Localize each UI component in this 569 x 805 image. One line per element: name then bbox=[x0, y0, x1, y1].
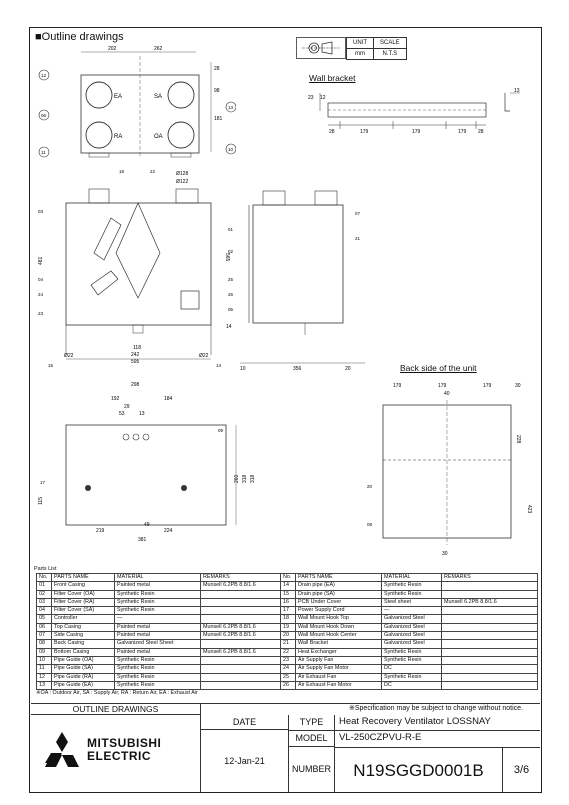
parts-cell: Synthetic Resin bbox=[382, 648, 442, 656]
port-oa: OA bbox=[154, 134, 163, 140]
parts-cell: Galvanized Steel bbox=[382, 632, 442, 640]
parts-cell: Air Exhaust Fan Motor bbox=[296, 681, 382, 689]
side-view-drawing bbox=[235, 185, 370, 375]
number-label: NUMBER bbox=[289, 747, 335, 792]
parts-cell: 25 bbox=[281, 673, 296, 681]
bottom-dim-115: 115 bbox=[38, 497, 44, 505]
parts-cell bbox=[442, 681, 538, 689]
table-row bbox=[37, 590, 538, 598]
parts-list-header bbox=[37, 574, 538, 582]
table-row bbox=[37, 681, 538, 689]
port-sa: SA bbox=[154, 94, 163, 100]
abbreviation-note: ※OA : Outdoor Air, SA : Supply Air, RA : Return Air, EA : Exhaust Air bbox=[36, 690, 198, 696]
parts-list-title: Parts List bbox=[34, 566, 57, 572]
bottom-dim-192: 192 bbox=[111, 396, 120, 402]
callout-17: 17 bbox=[40, 480, 46, 485]
parts-cell: Bottom Casing bbox=[52, 648, 115, 656]
parts-cell: Air Supply Fan Motor bbox=[296, 665, 382, 673]
front-dim-595: 595 bbox=[131, 359, 140, 365]
parts-cell: Side Casing bbox=[52, 632, 115, 640]
parts-cell: Galvanized Steel Sheet bbox=[115, 640, 201, 648]
outline-drawings-label: OUTLINE DRAWINGS bbox=[31, 704, 201, 715]
front-dim-481: 481 bbox=[38, 256, 44, 265]
parts-cell bbox=[442, 673, 538, 681]
bottom-dim-381: 381 bbox=[138, 537, 147, 543]
logo-area bbox=[31, 715, 201, 792]
parts-cell: Air Exhaust Fan bbox=[296, 673, 382, 681]
parts-cell: 10 bbox=[37, 656, 52, 664]
table-row bbox=[37, 665, 538, 673]
back-dim-30b: 30 bbox=[442, 551, 448, 557]
callout-13: 13 bbox=[228, 105, 234, 110]
bottom-dim-53: 53 bbox=[119, 411, 125, 417]
parts-cell: 14 bbox=[281, 582, 296, 590]
port-ea: EA bbox=[114, 94, 123, 100]
table-row bbox=[37, 656, 538, 664]
callout-09: 09 bbox=[218, 428, 224, 433]
parts-cell: 24 bbox=[281, 665, 296, 673]
parts-cell: Synthetic Resin bbox=[115, 607, 201, 615]
title-divider bbox=[334, 730, 540, 731]
parts-cell bbox=[201, 665, 281, 673]
parts-cell bbox=[442, 615, 538, 623]
wb-dim-1: 23 bbox=[308, 95, 314, 101]
callout-08: 08 bbox=[367, 522, 373, 527]
parts-cell: Wall Mount Hook Center bbox=[296, 632, 382, 640]
callout-03: 03 bbox=[38, 209, 44, 214]
parts-cell bbox=[201, 615, 281, 623]
parts-cell: 20 bbox=[281, 632, 296, 640]
parts-cell bbox=[442, 665, 538, 673]
wall-bracket-drawing bbox=[300, 85, 525, 140]
callout-10: 10 bbox=[228, 147, 234, 152]
parts-cell: Synthetic Resin bbox=[115, 590, 201, 598]
callout-12: 12 bbox=[41, 73, 47, 78]
parts-cell: 13 bbox=[37, 681, 52, 689]
front-dim-14: 14 bbox=[226, 324, 232, 330]
parts-cell: 16 bbox=[281, 598, 296, 606]
page-title: ■Outline drawings bbox=[35, 31, 124, 43]
bottom-dim-260: 260 bbox=[234, 474, 240, 483]
callout-22: 22 bbox=[150, 169, 156, 174]
parts-cell bbox=[201, 640, 281, 648]
projection-symbol-icon bbox=[296, 37, 346, 59]
parts-header-cell: PARTS NAME bbox=[296, 574, 382, 582]
back-dim-179a: 179 bbox=[393, 383, 402, 389]
parts-cell: 01 bbox=[37, 582, 52, 590]
callout-05: 05 bbox=[228, 307, 234, 312]
parts-cell: — bbox=[115, 615, 201, 623]
parts-header-cell: No. bbox=[37, 574, 52, 582]
mitsubishi-logo-icon bbox=[41, 731, 83, 769]
table-row bbox=[37, 640, 538, 648]
date-label: DATE bbox=[201, 715, 289, 730]
table-row bbox=[37, 632, 538, 640]
bottom-dim-49: 49 bbox=[144, 522, 150, 528]
parts-cell: DC bbox=[382, 665, 442, 673]
parts-cell: Synthetic Resin bbox=[115, 681, 201, 689]
bottom-dim-224: 224 bbox=[164, 528, 173, 534]
parts-cell: Top Casing bbox=[52, 623, 115, 631]
front-view-drawing bbox=[36, 163, 241, 373]
parts-cell: Painted metal bbox=[115, 648, 201, 656]
back-view-drawing bbox=[365, 375, 535, 557]
parts-cell: 11 bbox=[37, 665, 52, 673]
parts-cell: Painted metal bbox=[115, 623, 201, 631]
back-dim-179c: 179 bbox=[483, 383, 492, 389]
parts-cell: Synthetic Resin bbox=[115, 673, 201, 681]
table-row bbox=[37, 648, 538, 656]
port-ra: RA bbox=[114, 134, 123, 140]
parts-cell: Pipe Guide (EA) bbox=[52, 681, 115, 689]
parts-cell: 02 bbox=[37, 590, 52, 598]
table-row bbox=[37, 623, 538, 631]
parts-cell: 26 bbox=[281, 681, 296, 689]
parts-header-cell: PARTS NAME bbox=[52, 574, 115, 582]
scale-value: N.T.S bbox=[374, 49, 407, 60]
parts-cell: Synthetic Resin bbox=[115, 656, 201, 664]
parts-cell: 23 bbox=[281, 656, 296, 664]
front-dim-118: 118 bbox=[133, 345, 141, 351]
top-dim-262: 262 bbox=[154, 46, 163, 52]
callout-02: 02 bbox=[228, 249, 234, 254]
parts-cell bbox=[442, 623, 538, 631]
parts-cell: Wall Mount Hook Down bbox=[296, 623, 382, 631]
bottom-view-drawing bbox=[36, 380, 261, 550]
parts-cell: 09 bbox=[37, 648, 52, 656]
parts-cell bbox=[442, 656, 538, 664]
parts-cell: Munsell 6.2PB 8.8/1.6 bbox=[201, 582, 281, 590]
bottom-dim-29: 29 bbox=[124, 404, 130, 410]
scale-label: SCALE bbox=[374, 38, 407, 49]
parts-cell bbox=[442, 607, 538, 615]
parts-cell: 05 bbox=[37, 615, 52, 623]
parts-cell: Air Supply Fan bbox=[296, 656, 382, 664]
table-row bbox=[37, 615, 538, 623]
back-dim-40: 40 bbox=[444, 391, 450, 397]
model-value: VL-250CZPVU-R-E bbox=[339, 732, 422, 743]
type-label: TYPE bbox=[289, 715, 335, 731]
parts-cell: 07 bbox=[37, 632, 52, 640]
parts-cell: DC bbox=[382, 681, 442, 689]
parts-header-cell: REMARKS bbox=[201, 574, 281, 582]
front-dim-d122: Ø122 bbox=[176, 179, 189, 185]
parts-cell: Wall Bracket bbox=[296, 640, 382, 648]
parts-cell: 12 bbox=[37, 673, 52, 681]
parts-cell bbox=[201, 590, 281, 598]
top-dim-202: 202 bbox=[108, 46, 117, 52]
parts-header-cell: REMARKS bbox=[442, 574, 538, 582]
bottom-dim-184: 184 bbox=[164, 396, 173, 402]
parts-cell: Painted metal bbox=[115, 632, 201, 640]
parts-cell: Munsell 6.2PB 8.8/1.6 bbox=[201, 648, 281, 656]
parts-cell: Front Casing bbox=[52, 582, 115, 590]
parts-cell bbox=[201, 673, 281, 681]
parts-cell: Synthetic Resin bbox=[382, 582, 442, 590]
parts-header-cell: MATERIAL bbox=[382, 574, 442, 582]
front-dim-565: 565 bbox=[224, 253, 230, 262]
parts-cell: Synthetic Resin bbox=[115, 598, 201, 606]
table-row bbox=[37, 582, 538, 590]
parts-cell: 04 bbox=[37, 607, 52, 615]
callout-01: 01 bbox=[228, 227, 234, 232]
bottom-dim-298: 298 bbox=[131, 382, 140, 388]
document-number: N19SGGD0001B bbox=[335, 747, 503, 793]
callout-18: 18 bbox=[119, 169, 125, 174]
callout-06: 06 bbox=[41, 113, 47, 118]
wb-dim-5: 179 bbox=[412, 129, 421, 135]
back-dim-30a: 30 bbox=[515, 383, 521, 389]
table-row bbox=[37, 607, 538, 615]
wall-bracket-label: Wall bracket bbox=[309, 73, 356, 83]
parts-cell: Heat Exchanger bbox=[296, 648, 382, 656]
callout-25: 25 bbox=[228, 277, 234, 282]
parts-cell: Munsell 6.2PB 8.8/1.6 bbox=[442, 598, 538, 606]
parts-cell: Steel sheet bbox=[382, 598, 442, 606]
parts-cell: 15 bbox=[281, 590, 296, 598]
side-dim-356: 356 bbox=[293, 366, 302, 372]
callout-21: 21 bbox=[355, 236, 361, 241]
parts-cell: Munsell 6.2PB 8.8/1.6 bbox=[201, 632, 281, 640]
callout-07: 07 bbox=[355, 211, 361, 216]
parts-cell bbox=[201, 598, 281, 606]
parts-cell: 18 bbox=[281, 615, 296, 623]
parts-list-body bbox=[37, 582, 538, 690]
parts-cell: Synthetic Resin bbox=[115, 665, 201, 673]
parts-cell: Pipe Guide (SA) bbox=[52, 665, 115, 673]
parts-cell bbox=[442, 632, 538, 640]
top-view-drawing bbox=[36, 42, 236, 167]
parts-cell: 08 bbox=[37, 640, 52, 648]
parts-cell: Painted metal bbox=[115, 582, 201, 590]
parts-header-cell: No. bbox=[281, 574, 296, 582]
parts-cell: Filter Cover (SA) bbox=[52, 607, 115, 615]
parts-cell: Galvanized Steel bbox=[382, 623, 442, 631]
parts-cell: 03 bbox=[37, 598, 52, 606]
parts-cell: Drain pipe (SA) bbox=[296, 590, 382, 598]
model-label: MODEL bbox=[289, 731, 335, 747]
parts-cell bbox=[442, 640, 538, 648]
back-dim-423: 423 bbox=[526, 505, 532, 514]
parts-cell bbox=[442, 648, 538, 656]
wb-dim-8: 13 bbox=[514, 88, 520, 94]
logo-text-electric: ELECTRIC bbox=[87, 749, 151, 763]
table-row bbox=[37, 598, 538, 606]
front-dim-d22-left: Ø22 bbox=[64, 353, 74, 359]
parts-cell: Filter Cover (OA) bbox=[52, 590, 115, 598]
callout-26: 26 bbox=[228, 292, 234, 297]
parts-cell: Filter Cover (RA) bbox=[52, 598, 115, 606]
type-value: Heat Recovery Ventilator LOSSNAY bbox=[339, 716, 491, 727]
parts-cell: 21 bbox=[281, 640, 296, 648]
wb-dim-7: 28 bbox=[478, 129, 484, 135]
table-row bbox=[37, 673, 538, 681]
bottom-dim-318a: 318 bbox=[242, 474, 248, 483]
parts-cell: — bbox=[382, 607, 442, 615]
wb-dim-4: 179 bbox=[360, 129, 369, 135]
parts-cell: Pipe Guide (OA) bbox=[52, 656, 115, 664]
parts-cell: 22 bbox=[281, 648, 296, 656]
title-block bbox=[31, 703, 540, 792]
side-dim-20: 20 bbox=[345, 366, 351, 372]
back-dim-228: 228 bbox=[515, 435, 521, 444]
spec-note: ※Specification may be subject to change without notice. bbox=[349, 705, 523, 712]
parts-cell bbox=[201, 607, 281, 615]
side-dim-10: 10 bbox=[240, 366, 246, 372]
parts-cell: Pipe Guide (RA) bbox=[52, 673, 115, 681]
parts-cell: Back Casing bbox=[52, 640, 115, 648]
parts-cell: Synthetic Resin bbox=[382, 673, 442, 681]
parts-cell bbox=[442, 582, 538, 590]
back-dim-179b: 179 bbox=[438, 383, 447, 389]
callout-04: 04 bbox=[38, 277, 44, 282]
parts-header-cell: MATERIAL bbox=[115, 574, 201, 582]
parts-cell: 17 bbox=[281, 607, 296, 615]
back-side-label: Back side of the unit bbox=[400, 363, 477, 373]
parts-cell: Munsell 6.2PB 8.8/1.6 bbox=[201, 623, 281, 631]
wb-dim-3: 28 bbox=[329, 129, 335, 135]
parts-cell: 19 bbox=[281, 623, 296, 631]
parts-cell: Synthetic Resin bbox=[382, 656, 442, 664]
parts-cell: PCB Under Cover bbox=[296, 598, 382, 606]
parts-cell bbox=[442, 590, 538, 598]
top-dim-98: 98 bbox=[214, 88, 220, 94]
callout-14: 14 bbox=[216, 363, 222, 368]
parts-cell: Wall Mount Hook Top bbox=[296, 615, 382, 623]
bottom-dim-13: 13 bbox=[139, 411, 145, 417]
logo-text-mitsubishi: MITSUBISHI bbox=[87, 736, 162, 750]
parts-cell: Galvanized Steel bbox=[382, 615, 442, 623]
parts-list-table bbox=[36, 573, 538, 690]
front-dim-d22-right: Ø22 bbox=[199, 353, 209, 359]
front-dim-d128: Ø128 bbox=[176, 171, 189, 177]
bottom-dim-219: 219 bbox=[96, 528, 105, 534]
front-dim-242: 242 bbox=[131, 352, 140, 358]
parts-cell: Controller bbox=[52, 615, 115, 623]
callout-24: 24 bbox=[38, 292, 44, 297]
parts-cell: Power Supply Cord bbox=[296, 607, 382, 615]
unit-label: UNIT bbox=[347, 38, 374, 49]
unit-value: mm bbox=[347, 49, 374, 60]
callout-23: 23 bbox=[38, 311, 44, 316]
callout-20: 20 bbox=[367, 484, 373, 489]
parts-cell bbox=[201, 656, 281, 664]
parts-cell: Synthetic Resin bbox=[382, 590, 442, 598]
parts-cell: Drain pipe (EA) bbox=[296, 582, 382, 590]
wb-dim-2: 12 bbox=[320, 95, 326, 101]
parts-cell: 06 bbox=[37, 623, 52, 631]
wb-dim-6: 179 bbox=[458, 129, 467, 135]
page-number: 3/6 bbox=[503, 747, 540, 793]
callout-15: 15 bbox=[48, 363, 54, 368]
top-dim-181: 181 bbox=[214, 116, 223, 122]
date-value: 12-Jan-21 bbox=[201, 730, 289, 792]
parts-cell: Galvanized Steel bbox=[382, 640, 442, 648]
bottom-dim-318b: 318 bbox=[250, 474, 256, 483]
callout-11: 11 bbox=[41, 150, 46, 155]
parts-cell bbox=[201, 681, 281, 689]
top-dim-28: 28 bbox=[214, 66, 220, 72]
